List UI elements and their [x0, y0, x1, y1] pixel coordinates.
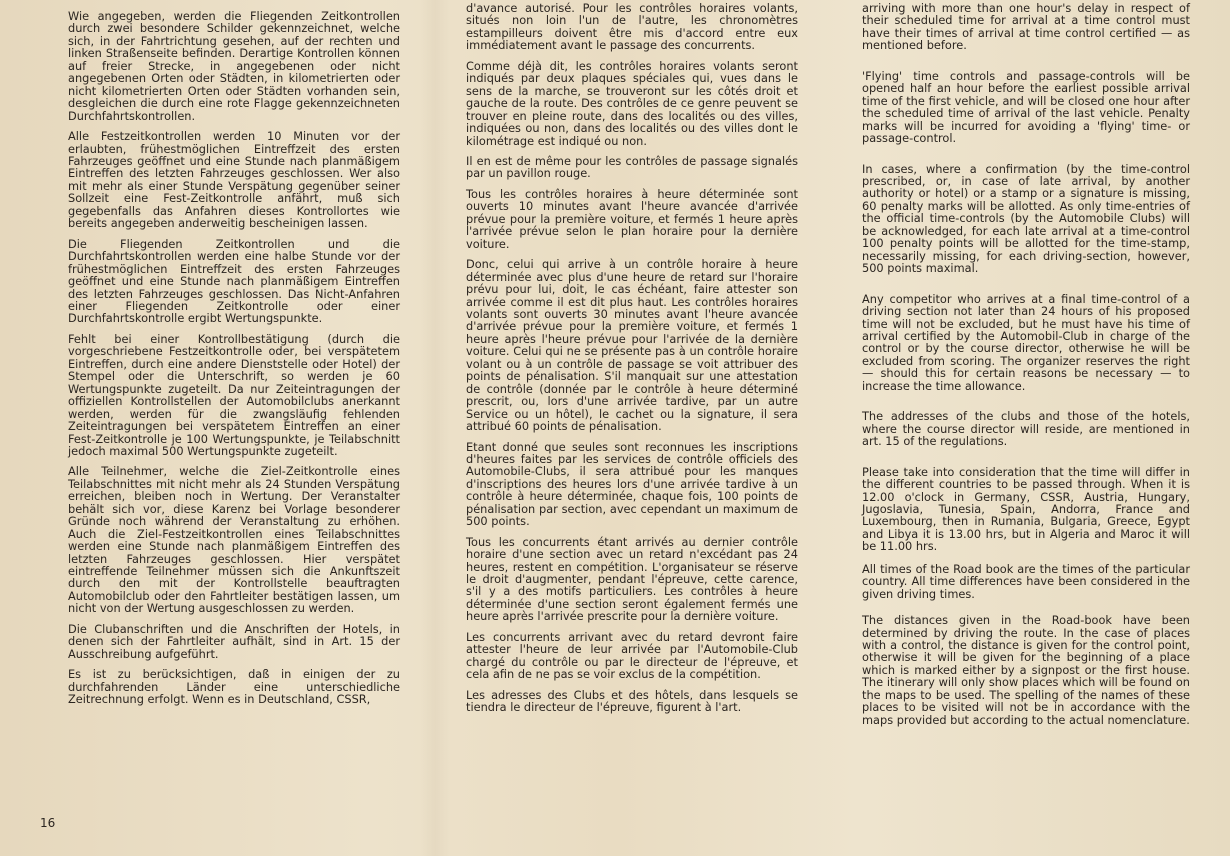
german-column — [68, 10, 400, 714]
en-paragraph: All times of the Road book are the times of the particular country. All time differences have been considered in the given driving times. — [862, 561, 1190, 601]
de-paragraph: Alle Festzeitkontrollen werden 10 Minuten vor der erlaubten, frühestmöglichen Eintreffzeit des ersten Fahrzeuges geöffnet und eine Stunde nach planmäßigem Eintreffen des letzten Fahrzeuges geschlossen. Wer also mit mehr als einer Stunde Verspätung gegenüber seiner Sollzeit eine Fest-Zeitkontrolle anfährt, muß sich gegebenfalls das Anfahren dieses Kontrollortes wie bereits angegeben anderweitig bescheinigen lassen. — [68, 129, 400, 231]
en-paragraph: 'Flying' time controls and passage-controls will be opened half an hour before the earliest possible arrival time of the first vehicle, and will be closed one hour after the scheduled time of arrival of the last vehicle. Penalty marks will be incurred for avoiding a 'flying' time- or passage-control. — [862, 68, 1190, 146]
fold-shadow — [420, 0, 450, 856]
fr-paragraph: Donc, celui qui arrive à un contrôle horaire à heure déterminée avec plus d'une heure de retard sur l'horaire prévu pour lui, doit, le cas échéant, faire attester son arrivée comme il est dit plus haut. Les contrôles horaires volants sont ouverts 30 minutes avant l'heure avancée d'arrivée prévue pour la première voiture, et fermés 1 heure après l'heure prévue pour l'arrivée de la dernière voiture. Celui qui ne se présente pas à un contrôle horaire volant ou à un contrôle de passage se voit attribuer des points de pénalisation. S'il manquait sur une attestation de contrôle (donnée par le contrôle à heure déterminé prescrit, ou, lors d'une arrivée tardive, par un autre Service ou un hôtel), le cachet ou la signature, il sera attribué 60 points de pénalisation. — [466, 257, 798, 434]
english-column — [862, 2, 1190, 734]
fr-paragraph: Tous les contrôles horaires à heure déterminée sont ouverts 10 minutes avant l'heure avancée d'arrivée prévue pour la première voiture, et fermés 1 heure après l'arrivée prévue selon le plan horaire pour la dernière voiture. — [466, 186, 798, 251]
en-paragraph: The addresses of the clubs and those of the hotels, where the course director will reside, are mentioned in art. 15 of the regulations. — [862, 409, 1190, 449]
de-paragraph: Es ist zu berücksichtigen, daß in einigen der zu durchfahrenden Länder eine unterschiedliche Zeitrechnung erfolgt. Wenn es in Deutschland, CSSR, — [68, 667, 400, 707]
de-paragraph: Alle Teilnehmer, welche die Ziel-Zeitkontrolle eines Teilabschnittes mit nicht mehr als 24 Stunden Verspätung erreichen, bleiben noch in Wertung. Der Veranstalter behält sich vor, diese Karenz bei Vorlage besonderer Gründe noch während der Veranstaltung zu erhöhen. Auch die Ziel-Festzeitkontrollen eines Teilabschnittes werden eine Stunde nach planmäßigem Eintreffen des letzten Fahrzeuges geschlossen. Hier verspätet eintreffende Teilnehmer müssen sich die Ankunftszeit durch den mit der Kontrollstelle beauftragten Automobilclub oder den Fahrtleiter bestätigen lassen, um nicht von der Wertung ausgeschlossen zu werden. — [68, 464, 400, 616]
en-paragraph: Please take into consideration that the time will differ in the different countries to be passed through. When it is 12.00 o'clock in Germany, CSSR, Austria, Hungary, Jugoslavia, Tunesia, Spain, Andorra, France and Luxembourg, then in Rumania, Bulgaria, Greece, Egypt and Libya it is 13.00 hrs, but in Algeria and Maroc it will be 11.00 hrs. — [862, 464, 1190, 554]
de-paragraph: Wie angegeben, werden die Fliegenden Zeitkontrollen durch zwei besondere Schilder gekennzeichnet, welche sich, in der Fahrtrichtung gesehen, auf der rechten und linken Straßenseite befinden. Derartige Kontrollen können auf freier Strecke, in angegebenen oder nicht angegebenen Orten oder Städten, in kilometrierten oder nicht kilometrierten Orten oder Städten vorhanden sein, desgleichen die durch eine rote Flagge gekennzeichneten Durchfahrtskontrollen. — [68, 9, 400, 123]
fr-paragraph: Les adresses des Clubs et des hôtels, dans lesquels se tiendra le directeur de l'épreuve, figurent à l'art. — [466, 687, 798, 715]
fr-paragraph: Il en est de même pour les contrôles de passage signalés par un pavillon rouge. — [466, 153, 798, 181]
page-number: 16 — [40, 816, 56, 830]
en-paragraph: Any competitor who arrives at a final time-control of a driving section not later than 24 hours of his proposed time will not be excluded, but he must have his time of arrival certified by the Automobil-Club in charge of the control or by the course director, otherwise he will be excluded from scoring. The organizer reserves the right — should this for certain reasons be necessary — to increase the time allowance. — [862, 291, 1190, 393]
fr-paragraph: Comme déjà dit, les contrôles horaires volants seront indiqués par deux plaques spéciales qui, vues dans le sens de la marche, se trouveront sur les côtés droit et gauche de la route. Des contrôles de ce genre peuvent se trouver en pleine route, dans des localités ou des villes, indiquées ou non, dans des localités ou des villes dont le kilométrage est indiqué ou non. — [466, 58, 798, 148]
de-paragraph: Die Fliegenden Zeitkontrollen und die Durchfahrtskontrollen werden eine halbe Stunde vor der frühestmöglichen Eintreffzeit des ersten Fahrzeuges geöffnet und eine Stunde nach planmäßigem Eintreffen des letzten Fahrzeuges geschlossen. Das Nicht-Anfahren einer Fliegenden Zeitkontrolle oder einer Durchfahrtskontrolle ergibt Wertungspunkte. — [68, 236, 400, 326]
french-column — [466, 2, 798, 722]
fr-paragraph: d'avance autorisé. Pour les contrôles horaires volants, situés non loin l'un de l'autre, les chronomètres estampilleurs doivent être mis d'accord entre eux immédiatement avant le passage des concurrents. — [466, 1, 798, 53]
en-paragraph: In cases, where a confirmation (by the time-control prescribed, or, in case of late arrival, by another authority or hotel) or a stamp or a signature is missing, 60 penalty marks will be allotted. As only time-entries of the official time-controls (by the Automobile Clubs) will be acknowledged, for each late arrival at a time-control 100 penalty points will be allotted for the time-stamp, necessarily missing, for each driving-section, however, 500 points maximal. — [862, 161, 1190, 276]
en-paragraph: The distances given in the Road-book have been determined by driving the route. In the case of places with a control, the distance is given for the control point, otherwise it will be given for the beginning of a place which is marked either by a signpost or the first house. The itinerary will only show places which will be found on the maps to be used. The spelling of the names of these places to be visited will not be in accordance with the maps provided but according to the actual nomenclature. — [862, 613, 1190, 727]
de-paragraph: Fehlt bei einer Kontrollbestätigung (durch die vorgeschriebene Festzeitkontrolle oder, bei verspätetem Eintreffen, durch eine andere Dienststelle oder Hotel) der Stempel oder die Unterschrift, so werden je 60 Wertungspunkte zugeteilt. Da nur Zeiteintragungen der offiziellen Kontrollstellen der Automobilclubs anerkannt werden, werden für die zwangsläufig fehlenden Zeiteintragungen bei verspätetem Eintreffen an einer Fest-Zeitkontrolle je 100 Wertungspunkte, je Teilabschnitt jedoch maximal 500 Wertungspunkte zugeteilt. — [68, 331, 400, 458]
fr-paragraph: Tous les concurrents étant arrivés au dernier contrôle horaire d'une section avec un retard n'excédant pas 24 heures, restent en compétition. L'organisateur se réserve le droit d'augmenter, pendant l'épreuve, cette carence, s'il y a des motifs particuliers. Les contrôles à heure déterminée d'une section seront également fermés une heure après l'arrivée prescrite pour la dernière voiture. — [466, 534, 798, 624]
de-paragraph: Die Clubanschriften und die Anschriften der Hotels, in denen sich der Fahrtleiter aufhält, sind in Art. 15 der Ausschreibung aufgeführt. — [68, 621, 400, 661]
fr-paragraph: Etant donné que seules sont reconnues les inscriptions d'heures faites par les services de contrôle officiels des Automobile-Clubs, il sera attribué pour les manques d'inscriptions des heures lors d'une arrivée tardive à un contrôle à heure déterminée, chaque fois, 100 points de pénalisation par section, avec cependant un maximum de 500 points. — [466, 439, 798, 529]
en-paragraph: arriving with more than one hour's delay in respect of their scheduled time for arrival at a time control must have their times of arrival at time control certified — as mentioned before. — [862, 1, 1190, 53]
fr-paragraph: Les concurrents arrivant avec du retard devront faire attester l'heure de leur arrivée par l'Automobile-Club chargé du contrôle ou par le directeur de l'épreuve, et cela afin de ne pas se voir exclus de la compétition. — [466, 629, 798, 682]
